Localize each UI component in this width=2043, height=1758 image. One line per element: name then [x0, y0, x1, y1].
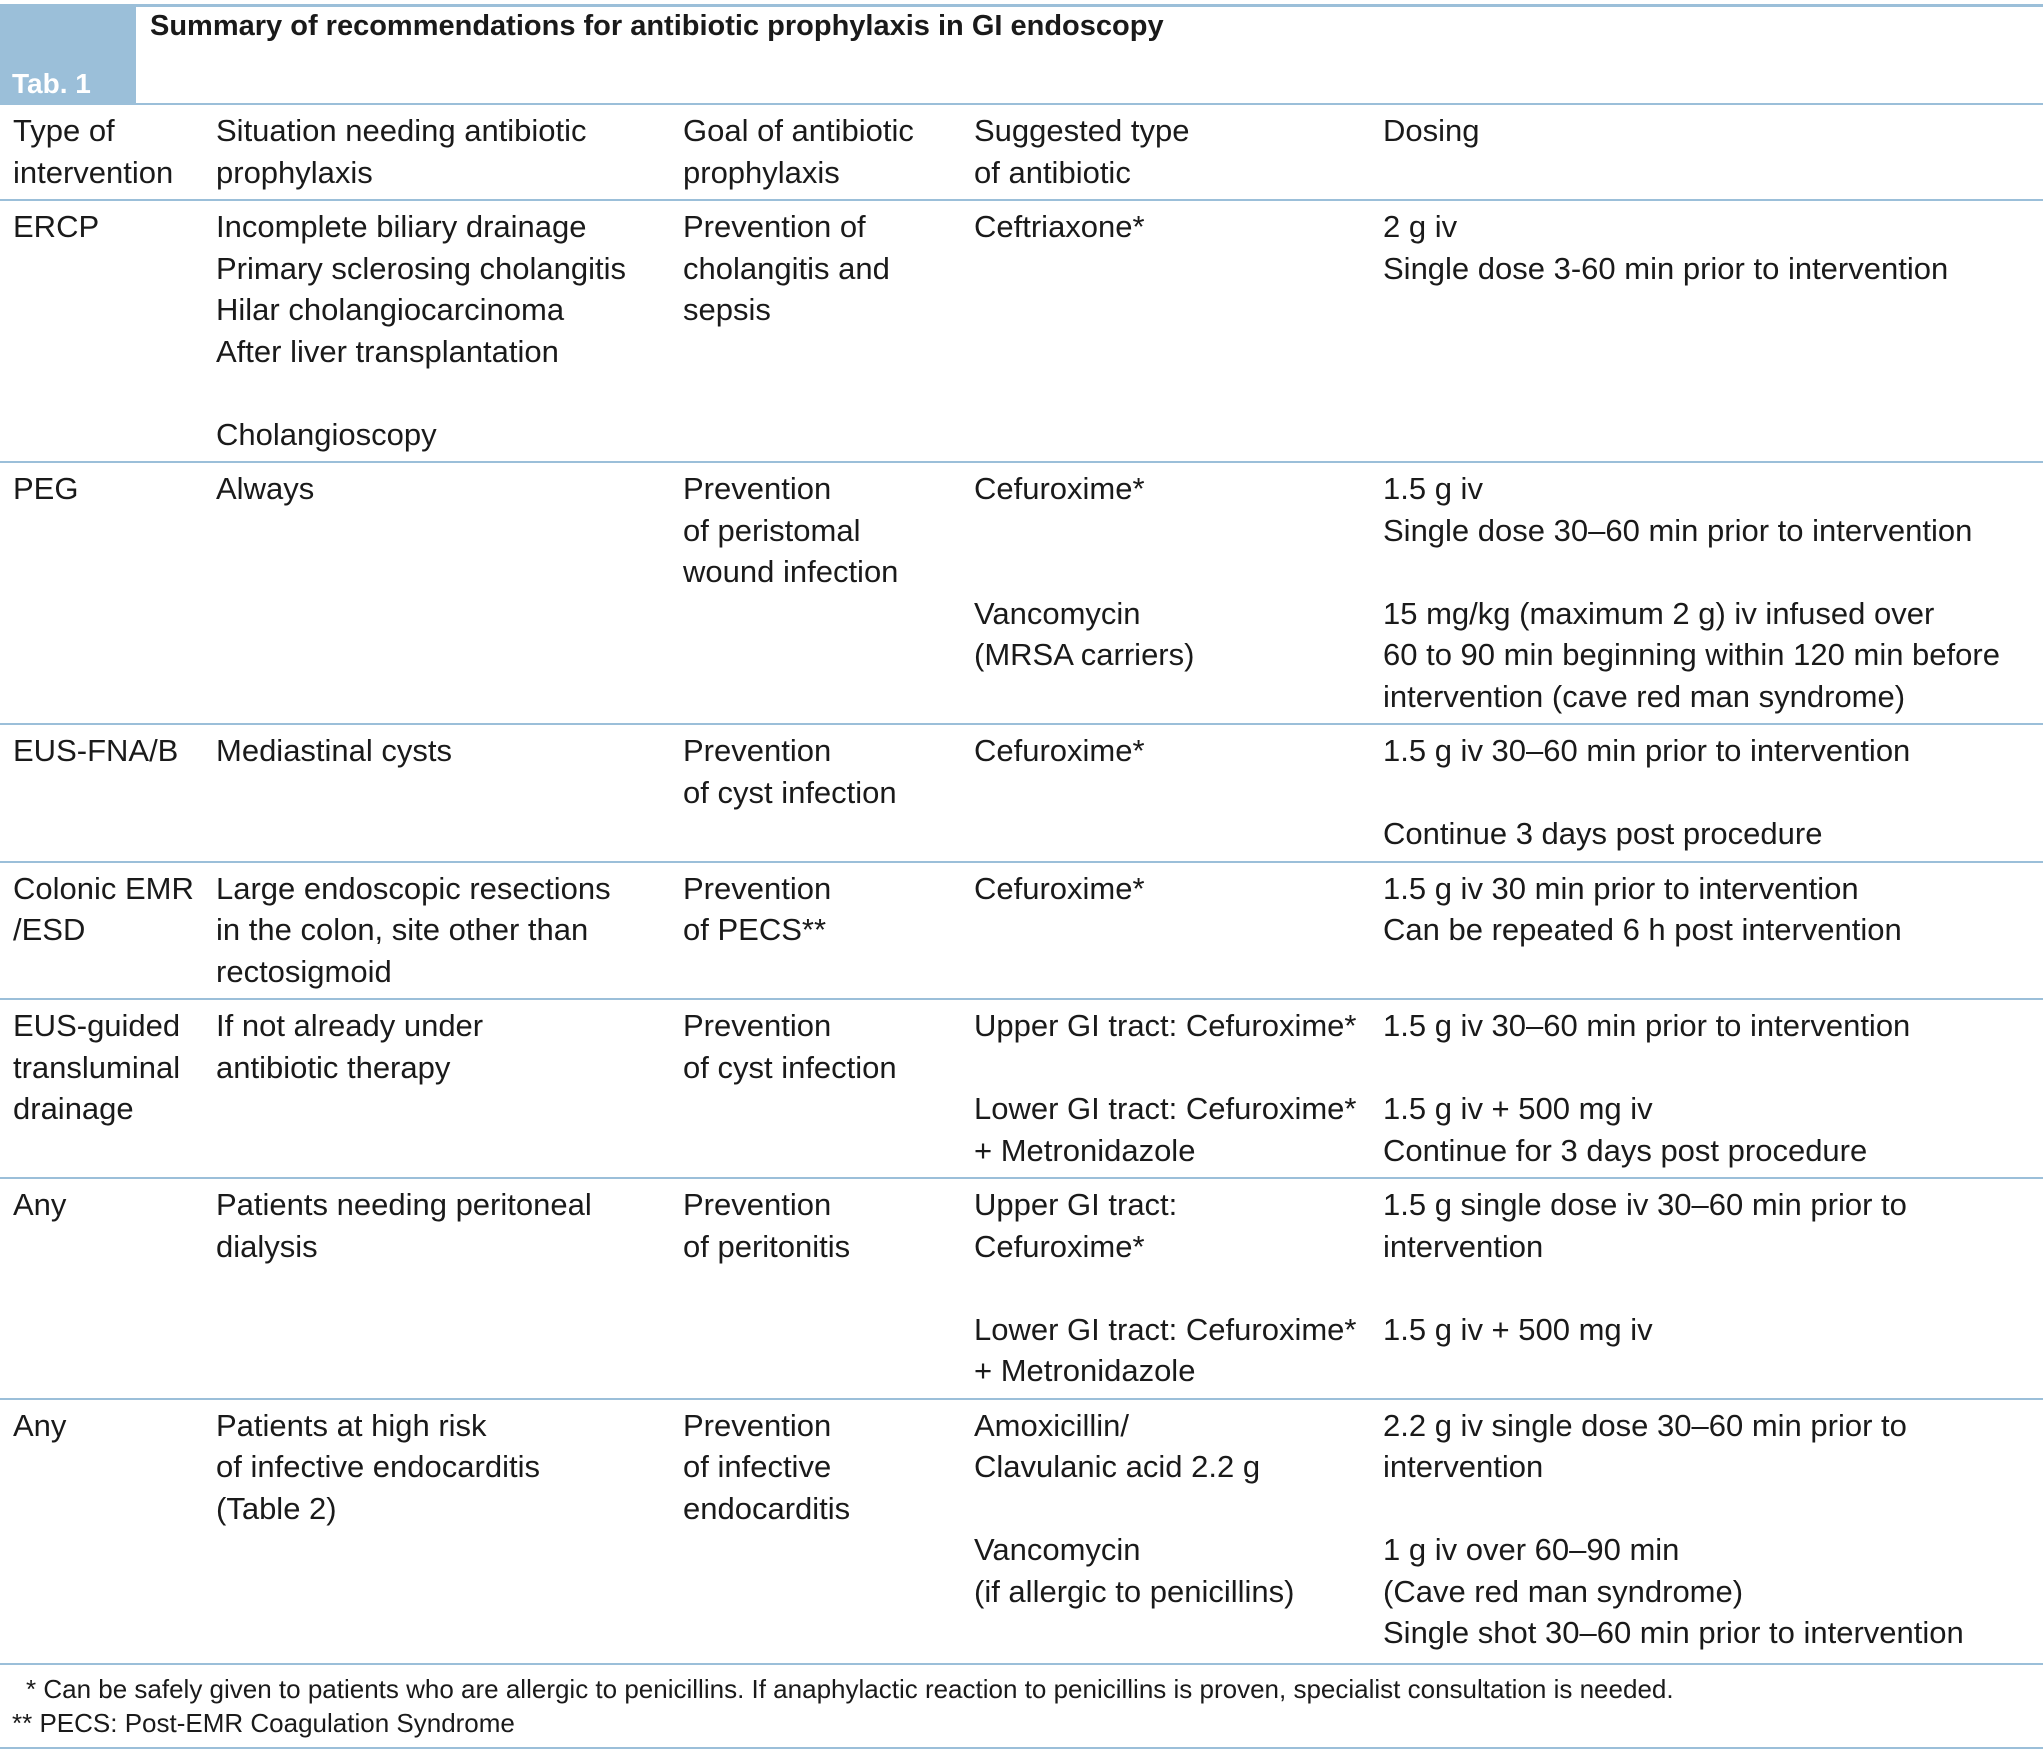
- cell-antibiotic: Cefuroxime*: [961, 862, 1370, 1000]
- table-number-tag: [0, 4, 136, 104]
- bottom-rule: [0, 1747, 2043, 1749]
- cell-dosing: 2.2 g iv single dose 30–60 min prior to intervention 1 g iv over 60–90 min (Cave red man syndrome) Single shot 30–60 min prior to intervention: [1370, 1399, 2043, 1660]
- column-header-goal: Goal of antibiotic prophylaxis: [683, 113, 914, 190]
- cell-dosing: 1.5 g iv 30–60 min prior to intervention Continue 3 days post procedure: [1370, 724, 2043, 862]
- cell-dosing: 1.5 g single dose iv 30–60 min prior to intervention 1.5 g iv + 500 mg iv: [1370, 1178, 2043, 1399]
- cell-situation: If not already under antibiotic therapy: [203, 999, 670, 1178]
- table-row: [0, 724, 2043, 862]
- cell-goal: Prevention of cyst infection: [670, 999, 961, 1178]
- column-header-antibiotic: Suggested type of antibiotic: [974, 113, 1190, 190]
- footnote-double-asterisk: ** PECS: Post-EMR Coagulation Syndrome: [12, 1708, 515, 1738]
- cell-antibiotic: Cefuroxime*: [961, 724, 1370, 862]
- cell-type: Any: [0, 1399, 203, 1660]
- cell-type: Any: [0, 1178, 203, 1399]
- column-header-type: Type of intervention: [13, 113, 174, 190]
- cell-antibiotic: Upper GI tract: Cefuroxime* Lower GI tract: Cefuroxime* + Metronidazole: [961, 999, 1370, 1178]
- cell-situation: Mediastinal cysts: [203, 724, 670, 862]
- cell-type: Colonic EMR /ESD: [0, 862, 203, 1000]
- prophylaxis-table: [0, 105, 2043, 1660]
- cell-antibiotic: Ceftriaxone*: [961, 200, 1370, 462]
- cell-type: EUS-FNA/B: [0, 724, 203, 862]
- cell-situation: Large endoscopic resections in the colon, site other than rectosigmoid: [203, 862, 670, 1000]
- table-row: [0, 1178, 2043, 1399]
- cell-situation: Patients at high risk of infective endocarditis (Table 2): [203, 1399, 670, 1660]
- cell-situation: Patients needing peritoneal dialysis: [203, 1178, 670, 1399]
- cell-goal: Prevention of peristomal wound infection: [670, 462, 961, 724]
- cell-goal: Prevention of cholangitis and sepsis: [670, 200, 961, 462]
- footnote-asterisk: * Can be safely given to patients who are allergic to penicillins. If anaphylactic reaction to penicillins is proven, specialist consultation is needed.: [26, 1674, 1674, 1704]
- cell-dosing: 2 g iv Single dose 3-60 min prior to intervention: [1370, 200, 2043, 462]
- table-row: [0, 462, 2043, 724]
- cell-goal: Prevention of infective endocarditis: [670, 1399, 961, 1660]
- footnote-rule: [0, 1663, 2043, 1665]
- table-title: Summary of recommendations for antibiotic prophylaxis in GI endoscopy: [150, 10, 1164, 42]
- table-row: [0, 999, 2043, 1178]
- cell-goal: Prevention of PECS**: [670, 862, 961, 1000]
- table-row: [0, 1399, 2043, 1660]
- column-header-dosing: Dosing: [1383, 113, 1480, 148]
- cell-type: PEG: [0, 462, 203, 724]
- cell-situation: Always: [203, 462, 670, 724]
- cell-antibiotic: Amoxicillin/ Clavulanic acid 2.2 g Vancomycin (if allergic to penicillins): [961, 1399, 1370, 1660]
- top-rule: [0, 4, 2043, 7]
- cell-type: ERCP: [0, 200, 203, 462]
- table-number-label: Tab. 1: [12, 68, 91, 99]
- cell-goal: Prevention of peritonitis: [670, 1178, 961, 1399]
- cell-dosing: 1.5 g iv Single dose 30–60 min prior to intervention 15 mg/kg (maximum 2 g) iv infused over 60 to 90 min beginning within 120 min before intervention (cave red man syndrome): [1370, 462, 2043, 724]
- cell-antibiotic: Cefuroxime* Vancomycin (MRSA carriers): [961, 462, 1370, 724]
- cell-antibiotic: Upper GI tract: Cefuroxime* Lower GI tract: Cefuroxime* + Metronidazole: [961, 1178, 1370, 1399]
- column-header-situation: Situation needing antibiotic prophylaxis: [216, 113, 587, 190]
- cell-dosing: 1.5 g iv 30–60 min prior to intervention 1.5 g iv + 500 mg iv Continue for 3 days post procedure: [1370, 999, 2043, 1178]
- table-header-row: [0, 105, 2043, 200]
- table-row: [0, 862, 2043, 1000]
- footnotes: [12, 1672, 1674, 1740]
- table-row: [0, 200, 2043, 462]
- cell-dosing: 1.5 g iv 30 min prior to intervention Can be repeated 6 h post intervention: [1370, 862, 2043, 1000]
- cell-situation: Incomplete biliary drainage Primary sclerosing cholangitis Hilar cholangiocarcinoma After liver transplantation Cholangioscopy: [203, 200, 670, 462]
- cell-goal: Prevention of cyst infection: [670, 724, 961, 862]
- cell-type: EUS-guided transluminal drainage: [0, 999, 203, 1178]
